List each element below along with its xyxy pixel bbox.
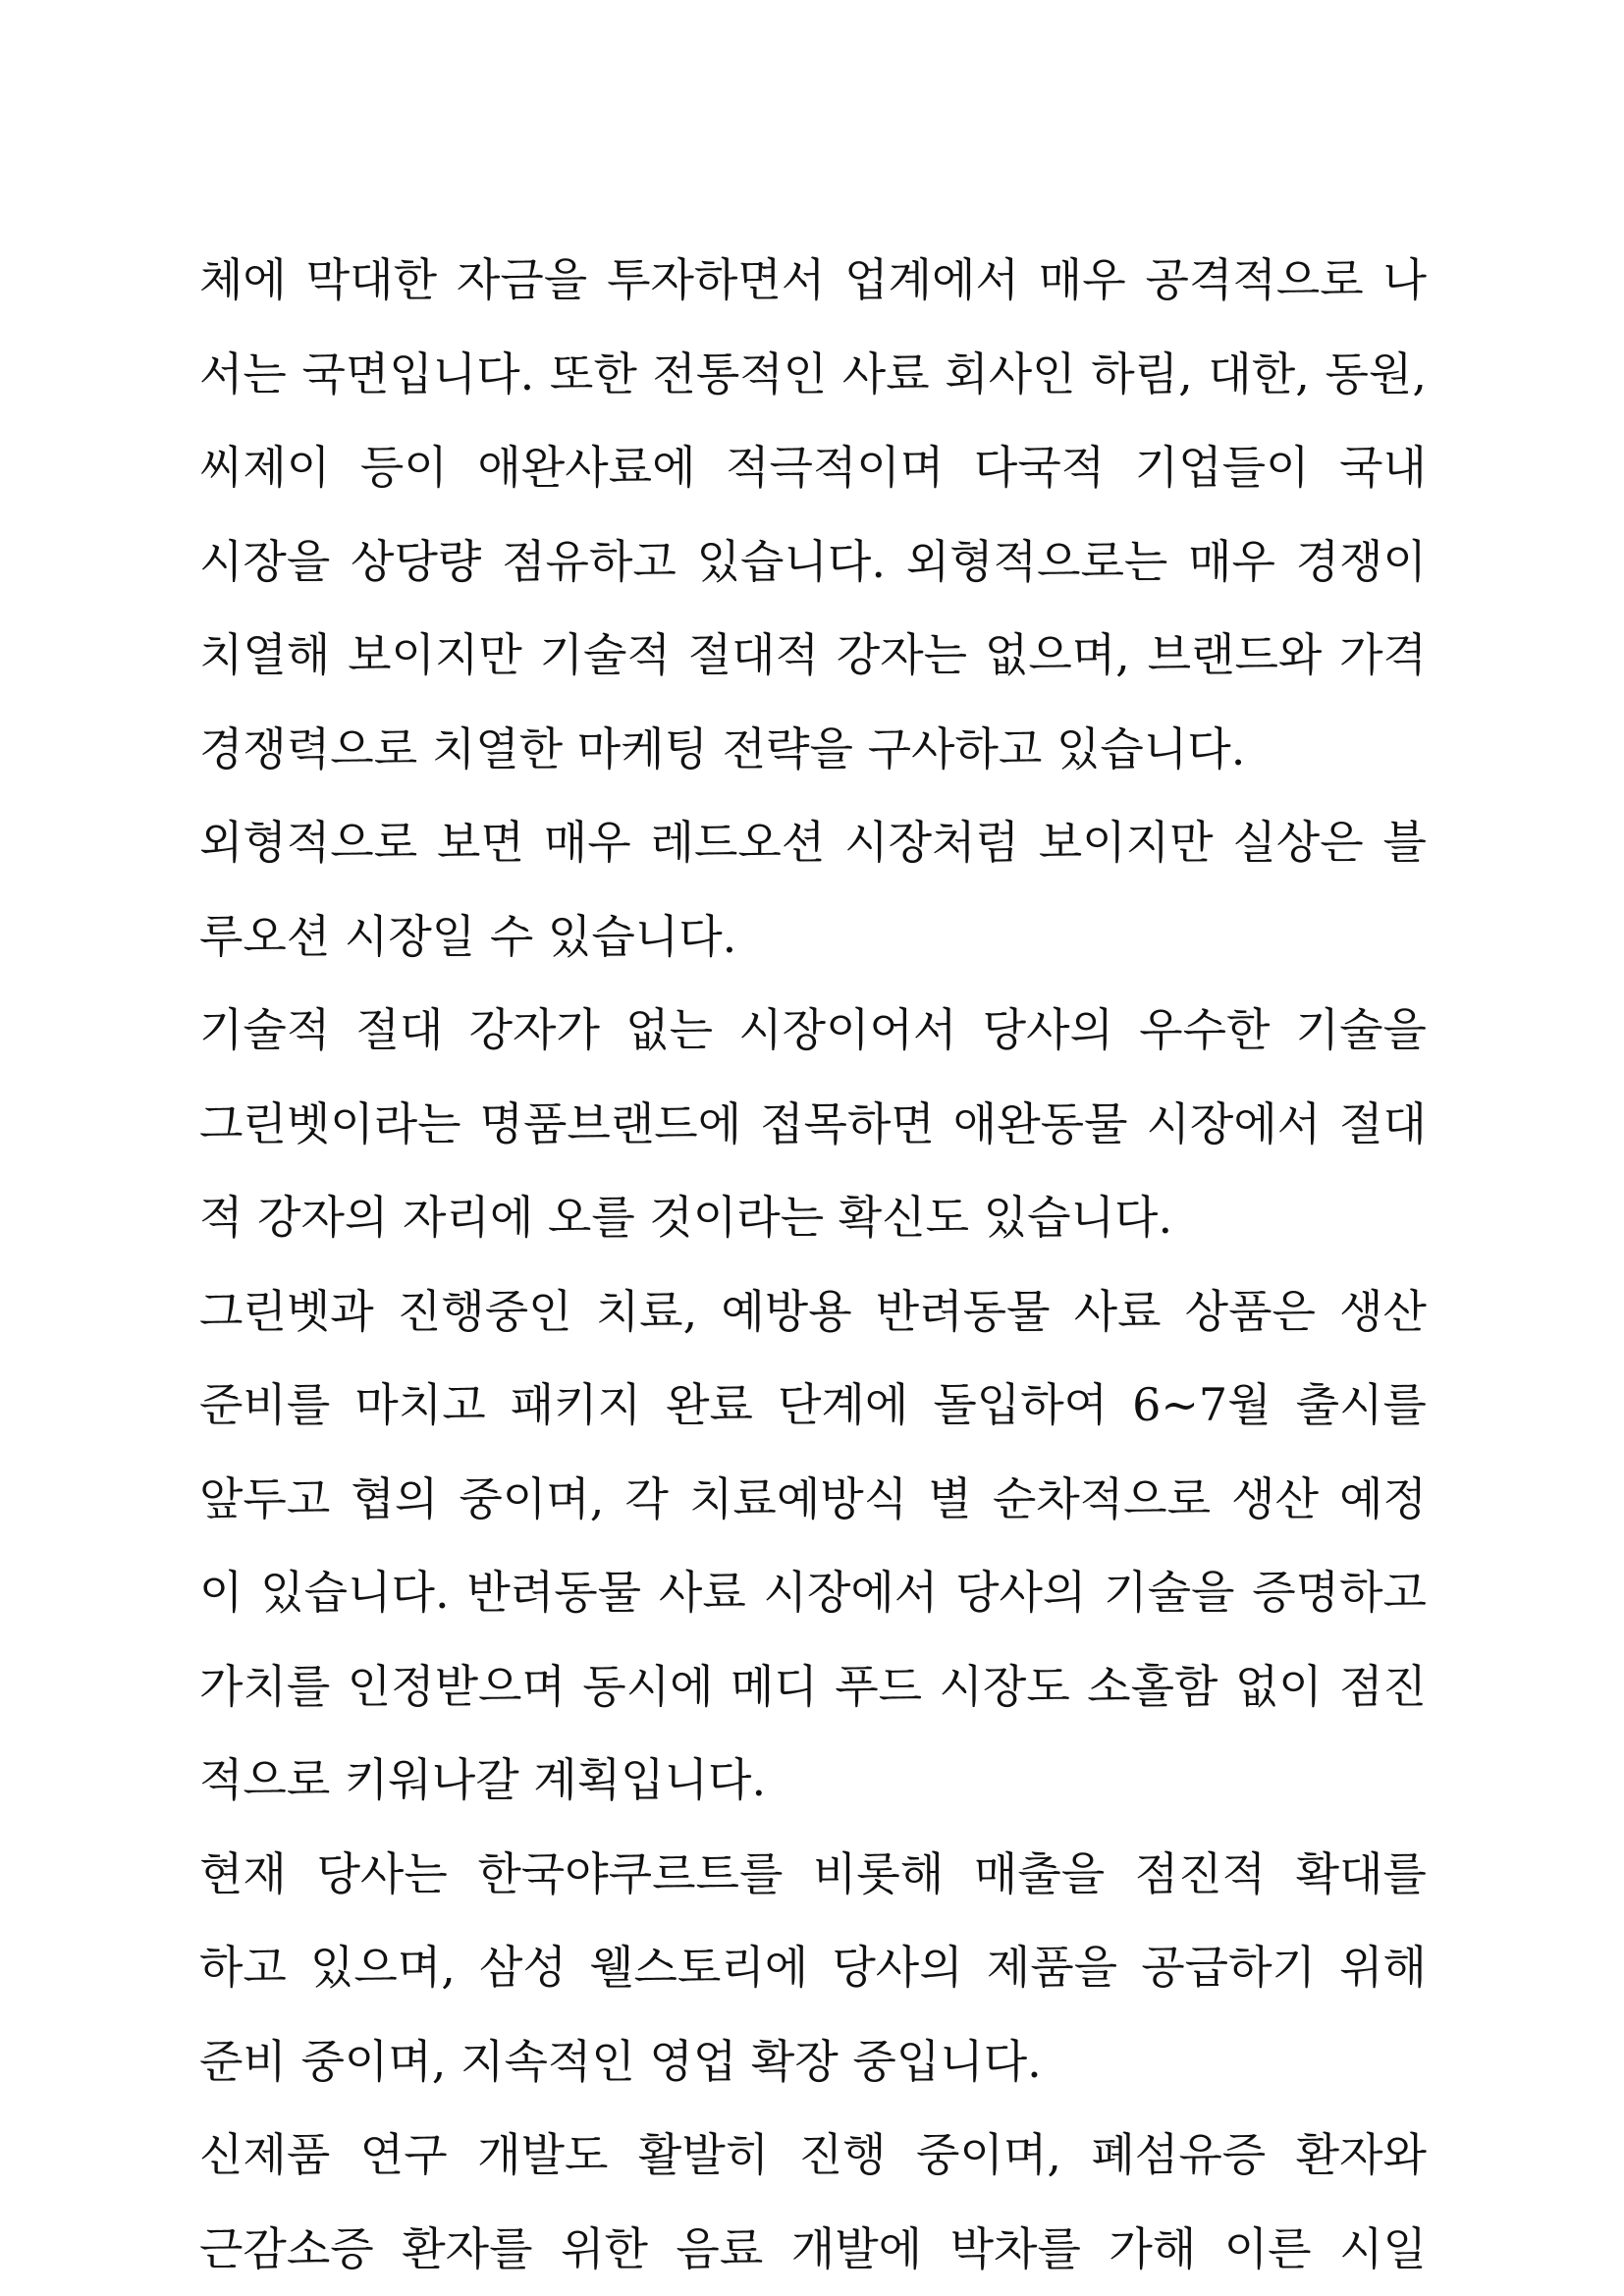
paragraph-new-product-rnd: [199, 2109, 1427, 2296]
text-line: 체에 막대한 자금을 투자하면서 업계에서 매우 공격적으로 나: [199, 253, 1427, 306]
paragraph-greenvet-products: [199, 1265, 1427, 1828]
text-line: 시장을 상당량 점유하고 있습니다. 외형적으로는 매우 경쟁이: [199, 534, 1427, 588]
text-line: 기술적 절대 강자가 없는 시장이어서 당사의 우수한 기술을: [199, 1003, 1427, 1056]
text-line: 루오션 시장일 수 있습니다.: [199, 909, 737, 963]
text-line: 서는 국면입니다. 또한 전통적인 사료 회사인 하림, 대한, 동원,: [199, 347, 1427, 400]
text-line: 경쟁력으로 치열한 마케팅 전략을 구사하고 있습니다.: [199, 721, 1246, 775]
text-line: 그린벳과 진행중인 치료, 예방용 반려동물 사료 상품은 생산: [199, 1284, 1427, 1338]
text-line: 가치를 인정받으며 동시에 메디 푸드 시장도 소홀함 없이 점진: [199, 1659, 1427, 1713]
document-page: [199, 234, 1427, 2296]
text-line: 하고 있으며, 삼성 웰스토리에 당사의 제품을 공급하기 위해: [199, 1941, 1427, 1994]
text-line: 치열해 보이지만 기술적 절대적 강자는 없으며, 브랜드와 가격: [199, 628, 1427, 681]
text-line: 이 있습니다. 반려동물 사료 시장에서 당사의 기술을 증명하고: [199, 1566, 1427, 1619]
paragraph-market-overview: [199, 234, 1427, 796]
text-line: 씨제이 등이 애완사료에 적극적이며 다국적 기업들이 국내: [199, 441, 1427, 494]
text-line: 현재 당사는 한국야쿠르트를 비롯해 매출을 점진적 확대를: [199, 1846, 1427, 1900]
text-line: 신제품 연구 개발도 활발히 진행 중이며, 폐섬유증 환자와: [199, 2128, 1427, 2181]
text-line: 적 강자의 자리에 오를 것이라는 확신도 있습니다.: [199, 1191, 1173, 1244]
text-line: 준비 중이며, 지속적인 영업 확장 중입니다.: [199, 2034, 1042, 2088]
text-line: 그린벳이라는 명품브랜드에 접목하면 애완동물 시장에서 절대: [199, 1096, 1427, 1150]
text-line: 외형적으로 보면 매우 레드오션 시장처럼 보이지만 실상은 블: [199, 816, 1427, 869]
paragraph-sales-expansion: [199, 1828, 1427, 2109]
paragraph-technology-brand: [199, 984, 1427, 1265]
paragraph-blue-ocean: [199, 796, 1427, 984]
text-line: 근감소증 환자를 위한 음료 개발에 박차를 가해 이른 시일: [199, 2221, 1427, 2275]
text-line: 준비를 마치고 패키지 완료 단계에 돌입하여 6~7월 출시를: [199, 1378, 1427, 1431]
text-line: 앞두고 협의 중이며, 각 치료예방식 별 순차적으로 생산 예정: [199, 1471, 1427, 1525]
text-line: 적으로 키워나갈 계획입니다.: [199, 1753, 767, 1806]
